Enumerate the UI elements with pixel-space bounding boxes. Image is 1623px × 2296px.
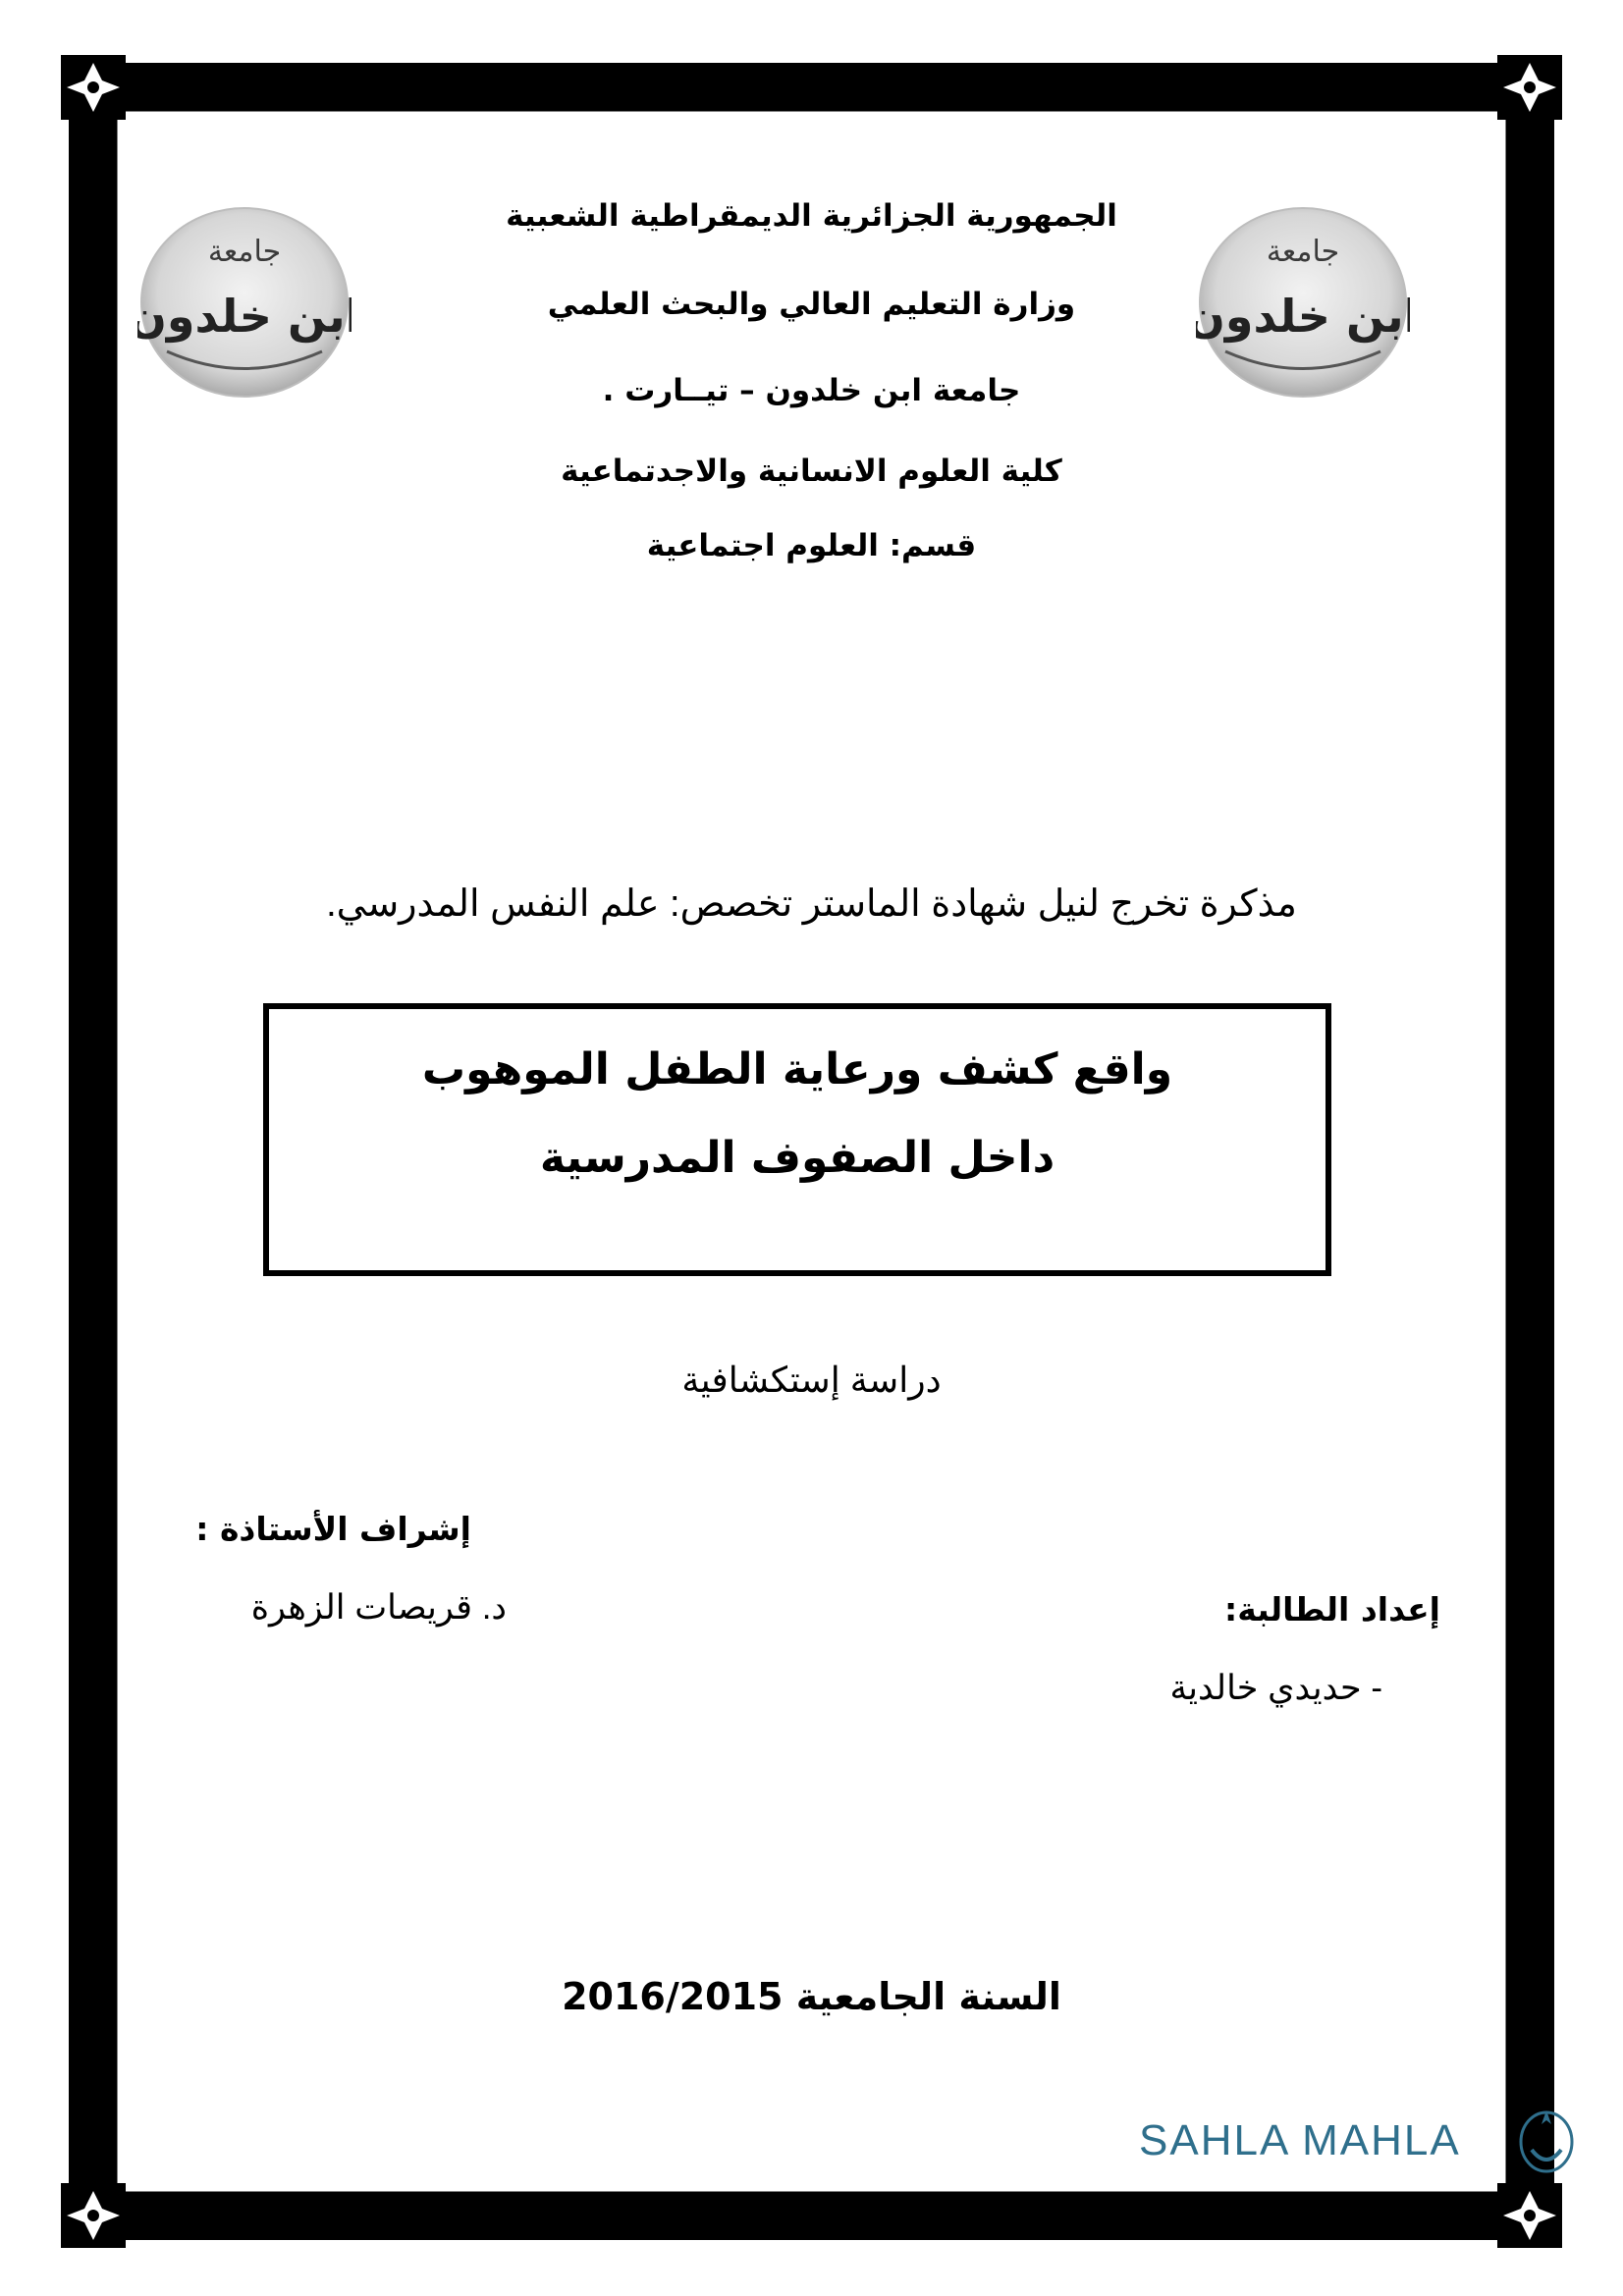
header-department: قسم: العلوم اجتماعية	[646, 528, 977, 563]
logo-right-main-text: ابن خلدون	[1196, 290, 1410, 343]
corner-ornament-bottom-right	[1497, 2183, 1562, 2248]
study-type: دراسة إستكشافية	[681, 1360, 942, 1400]
thesis-title-line-2: داخل الصفوف المدرسية	[539, 1133, 1055, 1183]
supervisor-name: د. قريصات الزهرة	[250, 1588, 507, 1627]
header-republic: الجمهورية الجزائرية الديمقراطية الشعبية	[506, 198, 1117, 234]
thesis-title-line-1: واقع كشف ورعاية الطفل الموهوب	[421, 1044, 1173, 1095]
academic-year: السنة الجامعية 2016/2015	[562, 1975, 1061, 2018]
logo-left-top-text: جامعة	[207, 235, 282, 269]
prepared-by-label: إعداد الطالبة:	[1224, 1590, 1440, 1629]
watermark-text: SAHLA MAHLA	[1139, 2116, 1461, 2164]
header-ministry: وزارة التعليم العالي والبحث العلمي	[547, 287, 1076, 322]
corner-ornament-bottom-left	[61, 2183, 126, 2248]
header-faculty: كلية العلوم الانسانية والاجدتماعية	[561, 454, 1062, 489]
logo-left-main-text: ابن خلدون	[137, 290, 352, 343]
corner-ornament-top-right	[1497, 55, 1562, 120]
title-box	[263, 1003, 1331, 1276]
header-university: جامعة ابن خلدون – تيــارت .	[602, 373, 1021, 408]
student-name: - حديدي خالدية	[1169, 1669, 1382, 1707]
watermark-emblem-icon	[1512, 2101, 1581, 2179]
corner-ornament-top-left	[61, 55, 126, 120]
memo-statement: مذكرة تخرج لنيل شهادة الماستر تخصص: علم النفس المدرسي.	[326, 883, 1297, 925]
supervision-label: إشراف الأستاذة :	[195, 1510, 471, 1548]
logo-right-top-text: جامعة	[1266, 235, 1340, 269]
